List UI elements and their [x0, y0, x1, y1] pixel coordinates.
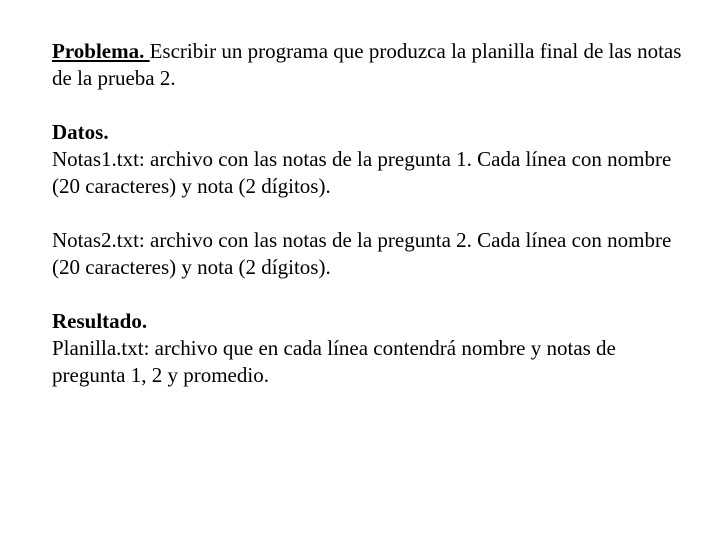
problem-text: Escribir un programa que produzca la planilla final de las notas de la prueba 2.: [52, 39, 682, 90]
slide-content: [52, 38, 692, 389]
datos-item-notas1: Notas1.txt: archivo con las notas de la pregunta 1. Cada línea con nombre (20 caracteres) y nota (2 dígitos).: [52, 147, 672, 198]
spacer: [52, 200, 692, 227]
spacer: [52, 92, 692, 119]
problem-statement: [52, 38, 692, 92]
datos-item-notas2: Notas2.txt: archivo con las notas de la pregunta 2. Cada línea con nombre (20 caracteres) y nota (2 dígitos).: [52, 228, 672, 279]
spacer: [52, 281, 692, 308]
datos-heading: Datos.: [52, 120, 109, 144]
resultado-text: Planilla.txt: archivo que en cada línea contendrá nombre y notas de pregunta 1, 2 y promedio.: [52, 336, 616, 387]
problem-label: Problema.: [52, 39, 150, 63]
resultado-heading: Resultado.: [52, 309, 148, 333]
